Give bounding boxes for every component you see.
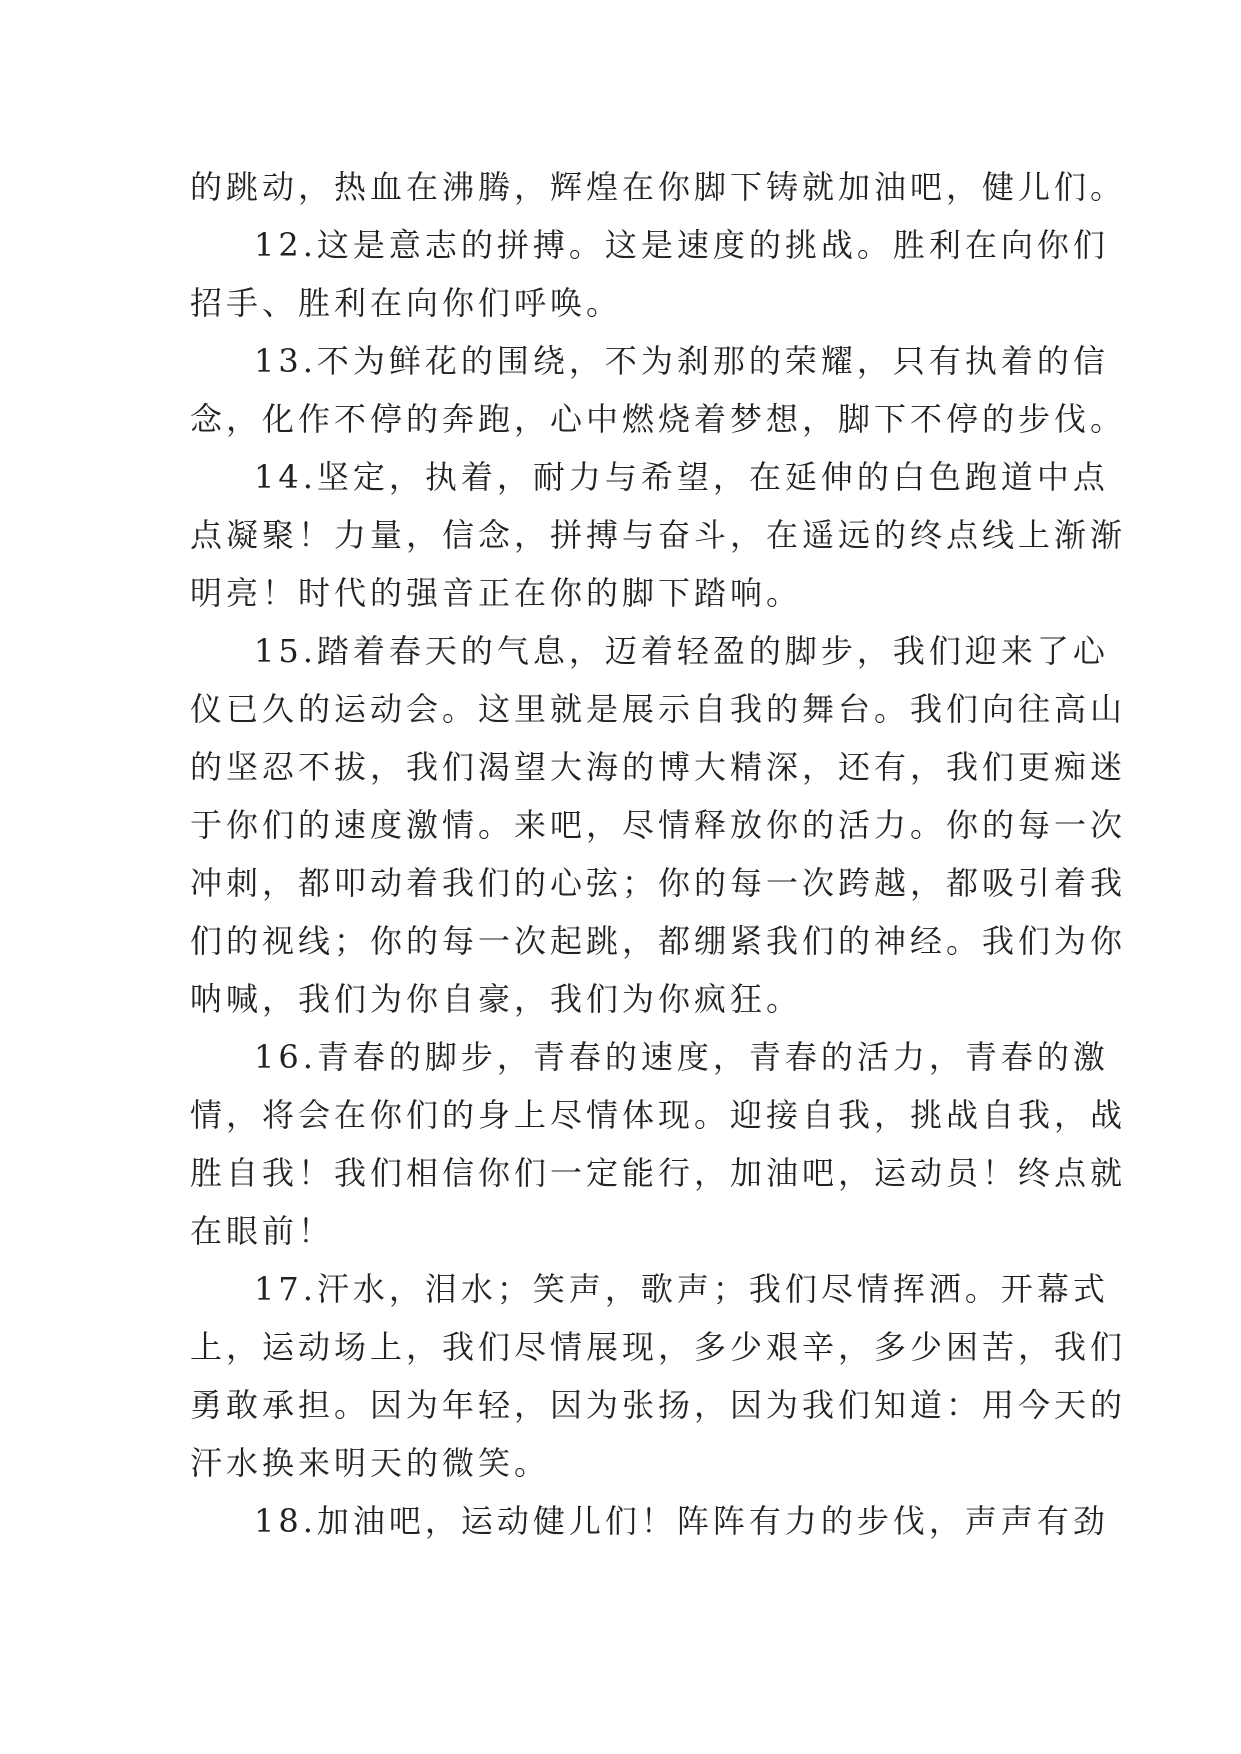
text-line: 汗水换来明天的微笑。: [190, 1444, 551, 1482]
paragraph-15: [190, 622, 1127, 1028]
text-line: 的坚忍不拔，我们渴望大海的博大精深，还有，我们更痴迷: [190, 748, 1127, 786]
paragraph-18: [190, 1492, 1109, 1550]
paragraph-17: [190, 1260, 1127, 1492]
text-line: 13.不为鲜花的围绕，不为刹那的荣耀，只有执着的信: [254, 342, 1109, 380]
text-line: 明亮！时代的强音正在你的脚下踏响。: [190, 574, 803, 612]
text-line: 16.青春的脚步，青春的速度，青春的活力，青春的激: [254, 1038, 1109, 1076]
text-line: 勇敢承担。因为年轻，因为张扬，因为我们知道：用今天的: [190, 1386, 1127, 1424]
text-line: 在眼前！: [190, 1212, 335, 1250]
text-line: 胜自我！我们相信你们一定能行，加油吧，运动员！终点就: [190, 1154, 1127, 1192]
text-line: 呐喊，我们为你自豪，我们为你疯狂。: [190, 980, 803, 1018]
paragraph-12: [190, 216, 1109, 332]
text-line: 点凝聚！力量，信念，拼搏与奋斗，在遥远的终点线上渐渐: [190, 516, 1127, 554]
text-line: 18.加油吧，运动健儿们！阵阵有力的步伐，声声有劲: [254, 1502, 1109, 1540]
text-line: 15.踏着春天的气息，迈着轻盈的脚步，我们迎来了心: [254, 632, 1109, 670]
text-line: 招手、胜利在向你们呼唤。: [190, 284, 623, 322]
document-body: [190, 158, 1127, 1550]
text-line: 情，将会在你们的身上尽情体现。迎接自我，挑战自我，战: [190, 1096, 1127, 1134]
paragraph-14: [190, 448, 1127, 622]
text-line: 于你们的速度激情。来吧，尽情释放你的活力。你的每一次: [190, 806, 1127, 844]
paragraph-13: [190, 332, 1127, 448]
text-line: 们的视线；你的每一次起跳，都绷紧我们的神经。我们为你: [190, 922, 1127, 960]
text-line: 的跳动，热血在沸腾，辉煌在你脚下铸就加油吧，健儿们。: [190, 168, 1127, 206]
paragraph-16: [190, 1028, 1127, 1260]
text-line: 12.这是意志的拼搏。这是速度的挑战。胜利在向你们: [254, 226, 1109, 264]
text-line: 17.汗水，泪水；笑声，歌声；我们尽情挥洒。开幕式: [254, 1270, 1109, 1308]
text-line: 上，运动场上，我们尽情展现，多少艰辛，多少困苦，我们: [190, 1328, 1127, 1366]
text-line: 念，化作不停的奔跑，心中燃烧着梦想，脚下不停的步伐。: [190, 400, 1127, 438]
text-line: 仪已久的运动会。这里就是展示自我的舞台。我们向往高山: [190, 690, 1127, 728]
text-line: 冲刺，都叩动着我们的心弦；你的每一次跨越，都吸引着我: [190, 864, 1127, 902]
paragraph-11-continuation: [190, 158, 1127, 216]
text-line: 14.坚定，执着，耐力与希望，在延伸的白色跑道中点: [254, 458, 1109, 496]
